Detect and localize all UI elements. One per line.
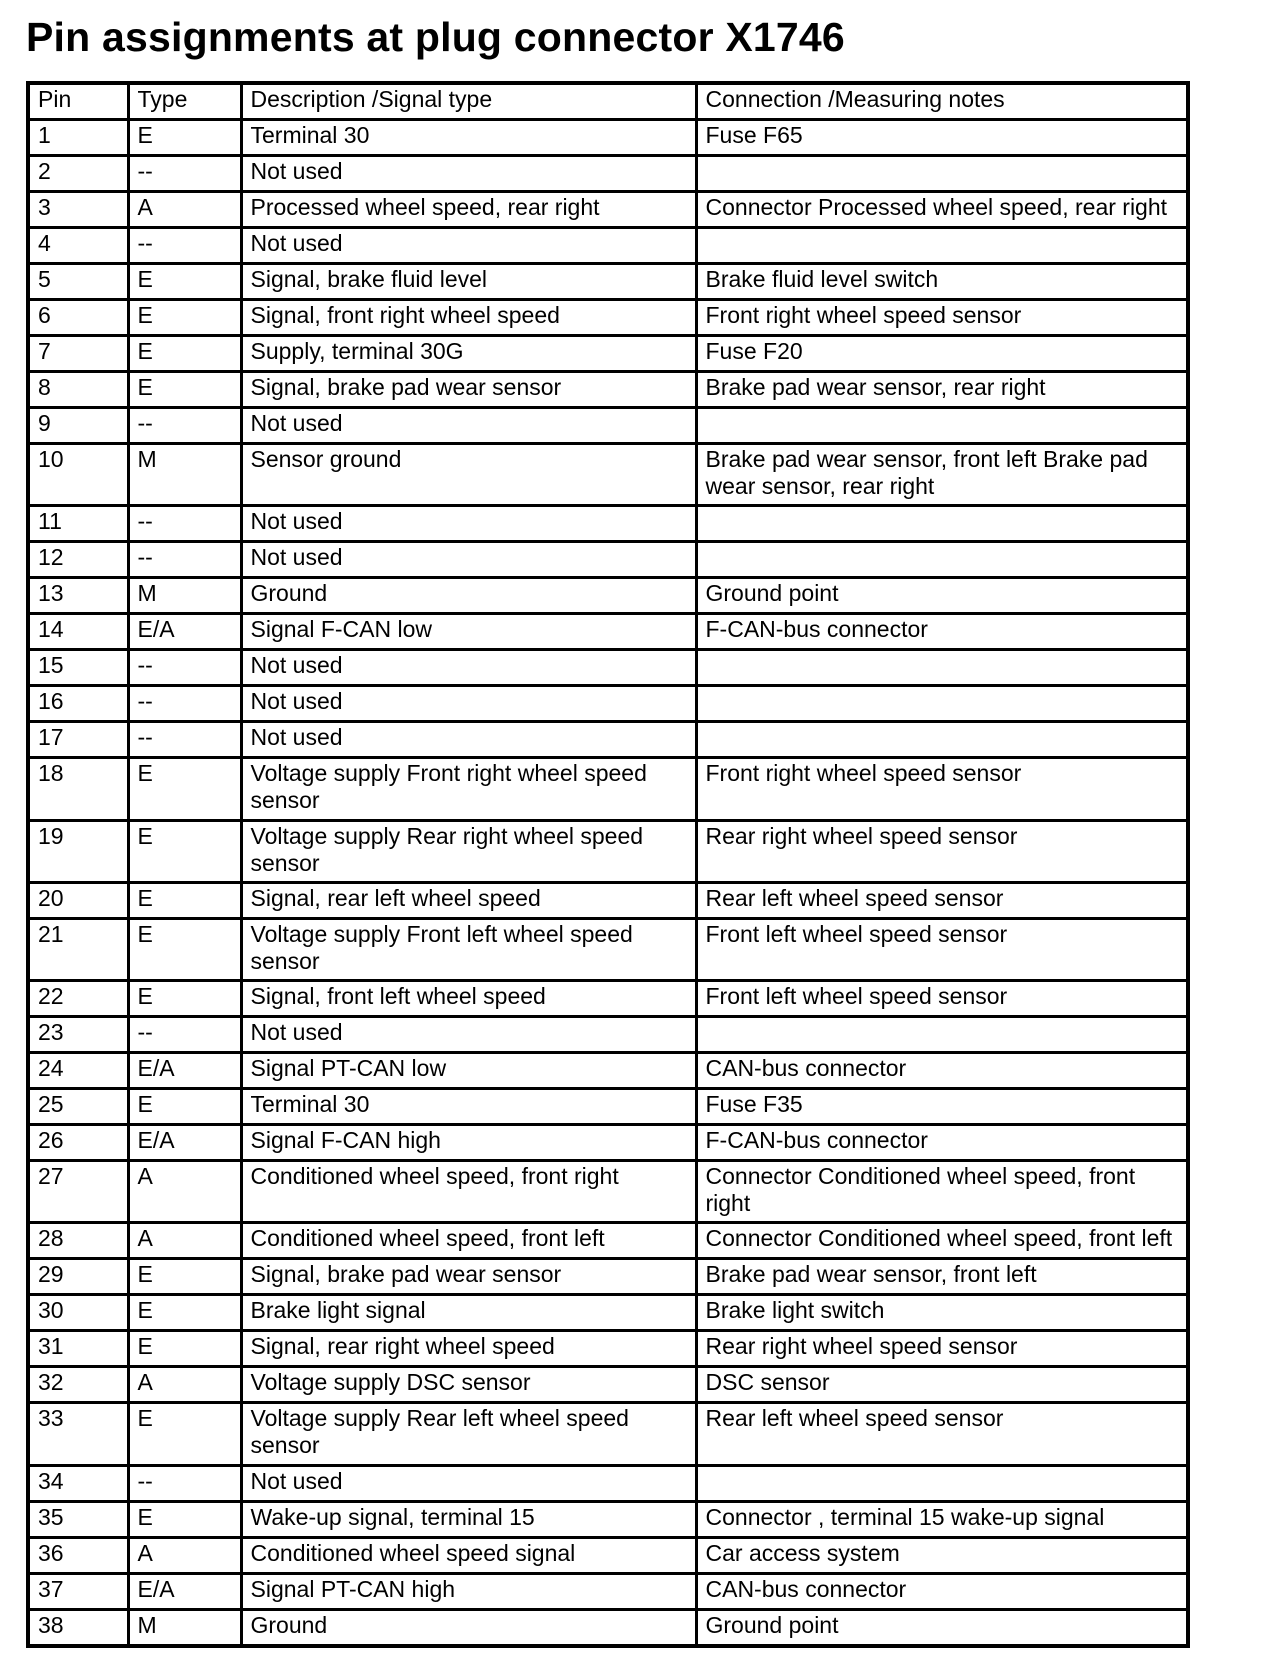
cell-pin: 13 bbox=[28, 578, 128, 614]
cell-connection: Brake pad wear sensor, front left bbox=[696, 1259, 1188, 1295]
cell-pin: 1 bbox=[28, 120, 128, 156]
cell-type: E bbox=[128, 882, 241, 918]
table-row bbox=[28, 578, 1188, 614]
cell-type: E bbox=[128, 264, 241, 300]
cell-type: E bbox=[128, 758, 241, 820]
cell-description: Terminal 30 bbox=[241, 120, 696, 156]
cell-pin: 17 bbox=[28, 722, 128, 758]
cell-type: E bbox=[128, 1403, 241, 1465]
cell-description: Signal PT-CAN high bbox=[241, 1573, 696, 1609]
cell-pin: 34 bbox=[28, 1465, 128, 1501]
cell-type: E bbox=[128, 820, 241, 882]
cell-type: E/A bbox=[128, 1053, 241, 1089]
cell-type: E bbox=[128, 981, 241, 1017]
cell-description: Voltage supply Front right wheel speed sensor bbox=[241, 758, 696, 820]
cell-connection bbox=[696, 408, 1188, 444]
table-row bbox=[28, 758, 1188, 820]
cell-connection: Ground point bbox=[696, 1609, 1188, 1646]
cell-type: E bbox=[128, 1295, 241, 1331]
cell-connection: Rear left wheel speed sensor bbox=[696, 1403, 1188, 1465]
table-row bbox=[28, 1465, 1188, 1501]
cell-pin: 30 bbox=[28, 1295, 128, 1331]
cell-pin: 38 bbox=[28, 1609, 128, 1646]
cell-connection: Fuse F20 bbox=[696, 336, 1188, 372]
table-row bbox=[28, 1125, 1188, 1161]
table-row bbox=[28, 1089, 1188, 1125]
cell-connection bbox=[696, 1465, 1188, 1501]
cell-type: A bbox=[128, 1161, 241, 1223]
cell-connection bbox=[696, 156, 1188, 192]
cell-type: -- bbox=[128, 1017, 241, 1053]
table-row bbox=[28, 1161, 1188, 1223]
cell-type: E/A bbox=[128, 1573, 241, 1609]
table-row bbox=[28, 192, 1188, 228]
cell-connection: Rear right wheel speed sensor bbox=[696, 1331, 1188, 1367]
table-row bbox=[28, 1403, 1188, 1465]
cell-pin: 28 bbox=[28, 1223, 128, 1259]
cell-description: Not used bbox=[241, 686, 696, 722]
cell-pin: 24 bbox=[28, 1053, 128, 1089]
table-row bbox=[28, 1573, 1188, 1609]
cell-connection: Ground point bbox=[696, 578, 1188, 614]
cell-connection: Rear left wheel speed sensor bbox=[696, 882, 1188, 918]
cell-description: Signal F-CAN high bbox=[241, 1125, 696, 1161]
cell-description: Signal, brake pad wear sensor bbox=[241, 1259, 696, 1295]
cell-type: E bbox=[128, 120, 241, 156]
cell-type: E bbox=[128, 300, 241, 336]
cell-pin: 11 bbox=[28, 506, 128, 542]
cell-description: Conditioned wheel speed, front left bbox=[241, 1223, 696, 1259]
table-row bbox=[28, 444, 1188, 506]
cell-type: A bbox=[128, 1367, 241, 1403]
cell-pin: 25 bbox=[28, 1089, 128, 1125]
cell-description: Not used bbox=[241, 722, 696, 758]
pin-assignment-table bbox=[26, 81, 1190, 1648]
cell-connection: DSC sensor bbox=[696, 1367, 1188, 1403]
cell-description: Not used bbox=[241, 1017, 696, 1053]
cell-pin: 12 bbox=[28, 542, 128, 578]
table-row bbox=[28, 372, 1188, 408]
table-row bbox=[28, 1367, 1188, 1403]
cell-type: M bbox=[128, 578, 241, 614]
cell-pin: 36 bbox=[28, 1537, 128, 1573]
cell-connection: Brake pad wear sensor, rear right bbox=[696, 372, 1188, 408]
cell-pin: 19 bbox=[28, 820, 128, 882]
table-row bbox=[28, 722, 1188, 758]
cell-pin: 9 bbox=[28, 408, 128, 444]
cell-connection: CAN-bus connector bbox=[696, 1053, 1188, 1089]
cell-description: Not used bbox=[241, 1465, 696, 1501]
cell-description: Supply, terminal 30G bbox=[241, 336, 696, 372]
cell-connection: CAN-bus connector bbox=[696, 1573, 1188, 1609]
cell-connection: Car access system bbox=[696, 1537, 1188, 1573]
cell-description: Signal PT-CAN low bbox=[241, 1053, 696, 1089]
cell-description: Conditioned wheel speed, front right bbox=[241, 1161, 696, 1223]
cell-connection bbox=[696, 722, 1188, 758]
cell-type: -- bbox=[128, 228, 241, 264]
cell-connection: Front left wheel speed sensor bbox=[696, 918, 1188, 980]
cell-connection: Rear right wheel speed sensor bbox=[696, 820, 1188, 882]
cell-type: -- bbox=[128, 506, 241, 542]
table-row bbox=[28, 542, 1188, 578]
table-row bbox=[28, 1017, 1188, 1053]
cell-description: Brake light signal bbox=[241, 1295, 696, 1331]
cell-connection: Brake pad wear sensor, front left Brake pad wear sensor, rear right bbox=[696, 444, 1188, 506]
table-row bbox=[28, 1331, 1188, 1367]
cell-type: A bbox=[128, 1223, 241, 1259]
cell-type: E bbox=[128, 1259, 241, 1295]
cell-connection bbox=[696, 542, 1188, 578]
table-row bbox=[28, 882, 1188, 918]
cell-connection: Front right wheel speed sensor bbox=[696, 300, 1188, 336]
table-row bbox=[28, 1223, 1188, 1259]
cell-description: Not used bbox=[241, 542, 696, 578]
cell-description: Wake-up signal, terminal 15 bbox=[241, 1501, 696, 1537]
cell-connection: Connector Conditioned wheel speed, front right bbox=[696, 1161, 1188, 1223]
cell-pin: 18 bbox=[28, 758, 128, 820]
cell-type: -- bbox=[128, 408, 241, 444]
table-row bbox=[28, 614, 1188, 650]
cell-connection bbox=[696, 1017, 1188, 1053]
cell-connection: Connector , terminal 15 wake-up signal bbox=[696, 1501, 1188, 1537]
cell-pin: 23 bbox=[28, 1017, 128, 1053]
table-row bbox=[28, 300, 1188, 336]
cell-type: M bbox=[128, 1609, 241, 1646]
cell-description: Signal, brake pad wear sensor bbox=[241, 372, 696, 408]
cell-type: E bbox=[128, 1501, 241, 1537]
cell-pin: 14 bbox=[28, 614, 128, 650]
cell-connection: Front right wheel speed sensor bbox=[696, 758, 1188, 820]
cell-type: A bbox=[128, 192, 241, 228]
cell-description: Voltage supply Rear left wheel speed sensor bbox=[241, 1403, 696, 1465]
cell-connection: Connector Processed wheel speed, rear right bbox=[696, 192, 1188, 228]
cell-type: -- bbox=[128, 156, 241, 192]
cell-pin: 37 bbox=[28, 1573, 128, 1609]
cell-type: -- bbox=[128, 686, 241, 722]
table-row bbox=[28, 918, 1188, 980]
table-row bbox=[28, 120, 1188, 156]
cell-connection: Fuse F35 bbox=[696, 1089, 1188, 1125]
cell-description: Terminal 30 bbox=[241, 1089, 696, 1125]
cell-connection bbox=[696, 228, 1188, 264]
column-header-pin: Pin bbox=[28, 83, 128, 120]
table-row bbox=[28, 820, 1188, 882]
cell-description: Voltage supply Front left wheel speed sensor bbox=[241, 918, 696, 980]
cell-type: E bbox=[128, 1331, 241, 1367]
cell-type: A bbox=[128, 1537, 241, 1573]
cell-pin: 20 bbox=[28, 882, 128, 918]
table-row bbox=[28, 1501, 1188, 1537]
table-row bbox=[28, 506, 1188, 542]
cell-type: E bbox=[128, 1089, 241, 1125]
table-row bbox=[28, 650, 1188, 686]
cell-pin: 16 bbox=[28, 686, 128, 722]
cell-pin: 4 bbox=[28, 228, 128, 264]
cell-type: E bbox=[128, 336, 241, 372]
cell-description: Signal, front left wheel speed bbox=[241, 981, 696, 1017]
cell-description: Processed wheel speed, rear right bbox=[241, 192, 696, 228]
cell-description: Signal, brake fluid level bbox=[241, 264, 696, 300]
cell-description: Not used bbox=[241, 650, 696, 686]
cell-description: Not used bbox=[241, 228, 696, 264]
table-row bbox=[28, 1537, 1188, 1573]
cell-pin: 5 bbox=[28, 264, 128, 300]
column-header-description: Description /Signal type bbox=[241, 83, 696, 120]
table-row bbox=[28, 1295, 1188, 1331]
cell-pin: 26 bbox=[28, 1125, 128, 1161]
cell-connection bbox=[696, 650, 1188, 686]
column-header-connection: Connection /Measuring notes bbox=[696, 83, 1188, 120]
cell-pin: 10 bbox=[28, 444, 128, 506]
cell-connection: Brake light switch bbox=[696, 1295, 1188, 1331]
cell-description: Not used bbox=[241, 156, 696, 192]
cell-pin: 15 bbox=[28, 650, 128, 686]
cell-pin: 35 bbox=[28, 1501, 128, 1537]
table-row bbox=[28, 686, 1188, 722]
cell-description: Conditioned wheel speed signal bbox=[241, 1537, 696, 1573]
cell-description: Not used bbox=[241, 408, 696, 444]
cell-type: E/A bbox=[128, 1125, 241, 1161]
cell-pin: 27 bbox=[28, 1161, 128, 1223]
pin-table-body bbox=[28, 120, 1188, 1646]
cell-connection bbox=[696, 506, 1188, 542]
cell-pin: 8 bbox=[28, 372, 128, 408]
table-header-row bbox=[28, 83, 1188, 120]
cell-pin: 21 bbox=[28, 918, 128, 980]
page-title: Pin assignments at plug connector X1746 bbox=[26, 14, 845, 60]
table-row bbox=[28, 1259, 1188, 1295]
cell-description: Not used bbox=[241, 506, 696, 542]
cell-type: E bbox=[128, 372, 241, 408]
table-row bbox=[28, 264, 1188, 300]
cell-pin: 33 bbox=[28, 1403, 128, 1465]
cell-connection: F-CAN-bus connector bbox=[696, 1125, 1188, 1161]
cell-description: Sensor ground bbox=[241, 444, 696, 506]
cell-description: Signal, front right wheel speed bbox=[241, 300, 696, 336]
cell-connection: Front left wheel speed sensor bbox=[696, 981, 1188, 1017]
cell-connection: F-CAN-bus connector bbox=[696, 614, 1188, 650]
cell-description: Ground bbox=[241, 1609, 696, 1646]
cell-description: Signal F-CAN low bbox=[241, 614, 696, 650]
table-row bbox=[28, 156, 1188, 192]
column-header-type: Type bbox=[128, 83, 241, 120]
cell-connection: Fuse F65 bbox=[696, 120, 1188, 156]
cell-pin: 6 bbox=[28, 300, 128, 336]
cell-type: -- bbox=[128, 650, 241, 686]
cell-type: M bbox=[128, 444, 241, 506]
cell-pin: 22 bbox=[28, 981, 128, 1017]
cell-description: Voltage supply Rear right wheel speed sensor bbox=[241, 820, 696, 882]
cell-connection bbox=[696, 686, 1188, 722]
table-row bbox=[28, 228, 1188, 264]
cell-pin: 32 bbox=[28, 1367, 128, 1403]
cell-pin: 2 bbox=[28, 156, 128, 192]
cell-type: -- bbox=[128, 542, 241, 578]
cell-connection: Brake fluid level switch bbox=[696, 264, 1188, 300]
cell-description: Signal, rear left wheel speed bbox=[241, 882, 696, 918]
table-row bbox=[28, 981, 1188, 1017]
cell-pin: 29 bbox=[28, 1259, 128, 1295]
table-row bbox=[28, 408, 1188, 444]
cell-type: -- bbox=[128, 722, 241, 758]
table-row bbox=[28, 1053, 1188, 1089]
cell-pin: 31 bbox=[28, 1331, 128, 1367]
cell-type: E bbox=[128, 918, 241, 980]
cell-type: E/A bbox=[128, 614, 241, 650]
cell-description: Voltage supply DSC sensor bbox=[241, 1367, 696, 1403]
cell-description: Ground bbox=[241, 578, 696, 614]
cell-connection: Connector Conditioned wheel speed, front left bbox=[696, 1223, 1188, 1259]
cell-pin: 7 bbox=[28, 336, 128, 372]
cell-description: Signal, rear right wheel speed bbox=[241, 1331, 696, 1367]
cell-pin: 3 bbox=[28, 192, 128, 228]
table-row bbox=[28, 336, 1188, 372]
cell-type: -- bbox=[128, 1465, 241, 1501]
table-row bbox=[28, 1609, 1188, 1646]
